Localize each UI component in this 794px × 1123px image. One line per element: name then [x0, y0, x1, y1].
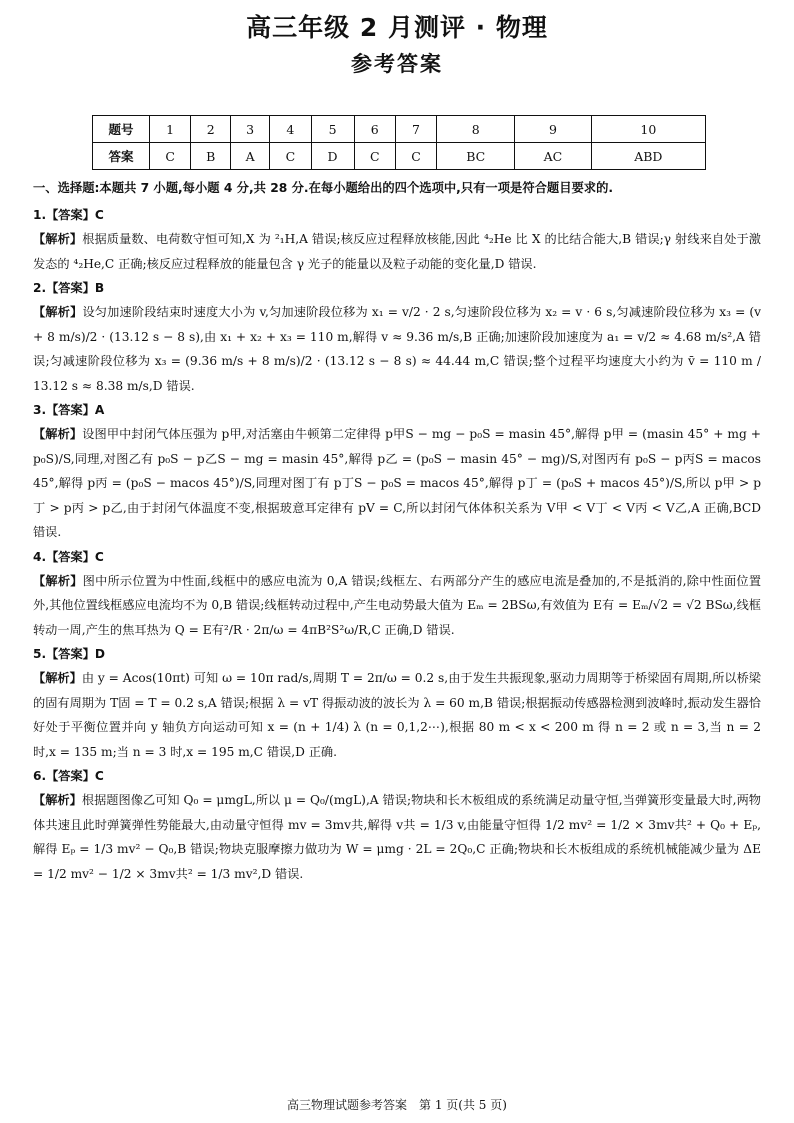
explanation-text: 根据质量数、电荷数守恒可知,X 为 ²₁H,A 错误;核反应过程释放核能,因此 ⁴₂He 比 X 的比结合能大,B 错误;γ 射线来自处于激发态的 ⁴₂He,C 正确;核反应过程释放的能量包含 γ 光子的能量以及粒子动能的变化量,D 错误.	[33, 232, 761, 271]
answer-line: 6.【答案】C	[33, 769, 104, 783]
explanation-text: 设匀加速阶段结束时速度大小为 v,匀加速阶段位移为 x₁ = v/2 · 2 s,匀速阶段位移为 x₂ = v · 6 s,匀减速阶段位移为 x₃ = (v + 8 m/s)/2 · (13.12 s − 8 s),由 x₁ + x₂ + x₃ = 110 m,解得 v ≈ 9.36 m/s,B 正确;加速阶段加速度为 a₁ = v/2 ≈ 4.68 m/s²,A 错误;匀减速阶段位移为 x₃ = (9.36 m/s + 8 m/s)/2 · (13.12 s − 8 s) ≈ 44.44 m,C 错误;整个过程平均速度大小约为 v̄ = 110 m / 13.12 s ≈ 8.38 m/s,D 错误.	[33, 305, 761, 393]
table-cell: C	[354, 143, 395, 170]
page-subtitle: 参考答案	[351, 52, 443, 76]
table-cell: D	[311, 143, 354, 170]
table-row-numbers	[93, 116, 706, 143]
table-cell: 2	[191, 116, 231, 143]
question-2	[33, 276, 761, 398]
explanation-text: 根据题图像乙可知 Q₀ = μmgL,所以 μ = Q₀/(mgL),A 错误;物块和长木板组成的系统满足动量守恒,当弹簧形变量最大时,两物体共速且此时弹簧弹性势能最大,由动量守恒得 mv = 3mv共,解得 v共 = 1/3 v,由能量守恒得 1/2 mv² = 1/2 × 3mv共² + Q₀ + Eₚ,解得 Eₚ = 1/3 mv² − Q₀,B 错误;物块克服摩擦力做功为 W = μmg · 2L = 2Q₀,C 正确;物块和长木板组成的系统机械能减少量为 ΔE = 1/2 mv² − 1/2 × 3mv共² = 1/3 mv²,D 错误.	[33, 793, 761, 881]
answer-line: 4.【答案】C	[33, 549, 104, 564]
table-cell: 4	[270, 116, 311, 143]
explain-tag: 【解析】	[33, 671, 82, 685]
answer-table	[92, 115, 706, 170]
explain-tag: 【解析】	[33, 793, 82, 807]
section-heading: 一、选择题:本题共 7 小题,每小题 4 分,共 28 分.在每小题给出的四个选项中,只有一项是符合题目要求的.	[33, 181, 614, 195]
explanation	[33, 300, 761, 398]
explain-tag: 【解析】	[33, 305, 83, 319]
row-label-number: 题号	[93, 116, 150, 143]
table-cell: 8	[437, 116, 515, 143]
solutions-body	[33, 203, 761, 886]
explain-tag: 【解析】	[33, 573, 83, 588]
table-cell: 1	[150, 116, 191, 143]
explanation	[33, 422, 761, 545]
question-1	[33, 203, 761, 276]
explain-tag: 【解析】	[33, 232, 83, 246]
explanation-text: 由 y = Acos(10πt) 可知 ω = 10π rad/s,周期 T = 2π/ω = 0.2 s,由于发生共振现象,驱动力周期等于桥梁固有周期,所以桥梁的固有周期为 T固 = T = 0.2 s,A 错误;根据 λ = vT 得振动波的波长为 λ = 60 m,B 错误;根据振动传感器检测到波峰时,振动发生器恰好处于平衡位置并向 y 轴负方向运动可知 x = (n + 1/4) λ (n = 0,1,2⋯),根据 80 m < x < 200 m 得 n = 2 或 n = 3,当 n = 2 时,x = 135 m;当 n = 3 时,x = 195 m,C 错误,D 正确.	[33, 671, 761, 759]
table-cell: C	[270, 143, 311, 170]
table-row-answers	[93, 143, 706, 170]
explain-tag: 【解析】	[33, 427, 83, 441]
table-cell: 10	[591, 116, 705, 143]
answer-line: 3.【答案】A	[33, 403, 105, 417]
answer-line: 1.【答案】C	[33, 208, 104, 222]
question-5	[33, 642, 761, 764]
table-cell: ABD	[591, 143, 705, 170]
explanation-text: 设图甲中封闭气体压强为 p甲,对活塞由牛顿第二定律得 p甲S − mg − p₀S = masin 45°,解得 p甲 = (masin 45° + mg + p₀S)/S,同理,对图乙有 p₀S − p乙S − mg = masin 45°,解得 p乙 = (p₀S − masin 45° − mg)/S,对图丙有 p₀S − p丙S = macos 45°,解得 p丙 = (p₀S − macos 45°)/S,同理对图丁有 p丁S − p₀S = macos 45°,解得 p丁 = (p₀S + macos 45°)/S,所以 p甲 > p丁 > p丙 > p乙,由于封闭气体温度不变,根据玻意耳定律有 pV = C,所以封闭气体体积关系为 V甲 < V丁 < V丙 < V乙,A 正确,BCD 错误.	[33, 427, 761, 539]
table-cell: AC	[515, 143, 592, 170]
table-cell: BC	[437, 143, 515, 170]
table-cell: B	[191, 143, 231, 170]
table-cell: C	[395, 143, 436, 170]
table-cell: 7	[395, 116, 436, 143]
explanation	[33, 788, 761, 886]
table-cell: 6	[354, 116, 395, 143]
question-6	[33, 764, 761, 886]
row-label-answer: 答案	[93, 143, 150, 170]
explanation	[33, 227, 761, 276]
table-cell: 9	[515, 116, 592, 143]
page-title: 高三年级 2 月测评 · 物理	[246, 13, 548, 42]
table-cell: 5	[311, 116, 354, 143]
explanation	[33, 666, 761, 764]
answer-line: 2.【答案】B	[33, 281, 105, 295]
question-4	[33, 545, 761, 643]
explanation-text: 图中所示位置为中性面,线框中的感应电流为 0,A 错误;线框左、右两部分产生的感应电流是叠加的,不是抵消的,除中性面位置外,其他位置线框感应电流均不为 0,B 错误;线框转动过程中,产生电动势最大值为 Eₘ = 2BSω,有效值为 E有 = Eₘ/√2 = √2 BSω,线框转动一周,产生的焦耳热为 Q = E有²/R · 2π/ω = 4πB²S²ω/R,C 正确,D 错误.	[33, 573, 762, 637]
table-cell: 3	[231, 116, 270, 143]
table-cell: A	[231, 143, 270, 170]
question-3	[33, 398, 761, 545]
answer-line: 5.【答案】D	[33, 647, 105, 661]
table-cell: C	[150, 143, 191, 170]
page-footer: 高三物理试题参考答案 第 1 页(共 5 页)	[287, 1098, 507, 1112]
explanation	[33, 569, 761, 643]
